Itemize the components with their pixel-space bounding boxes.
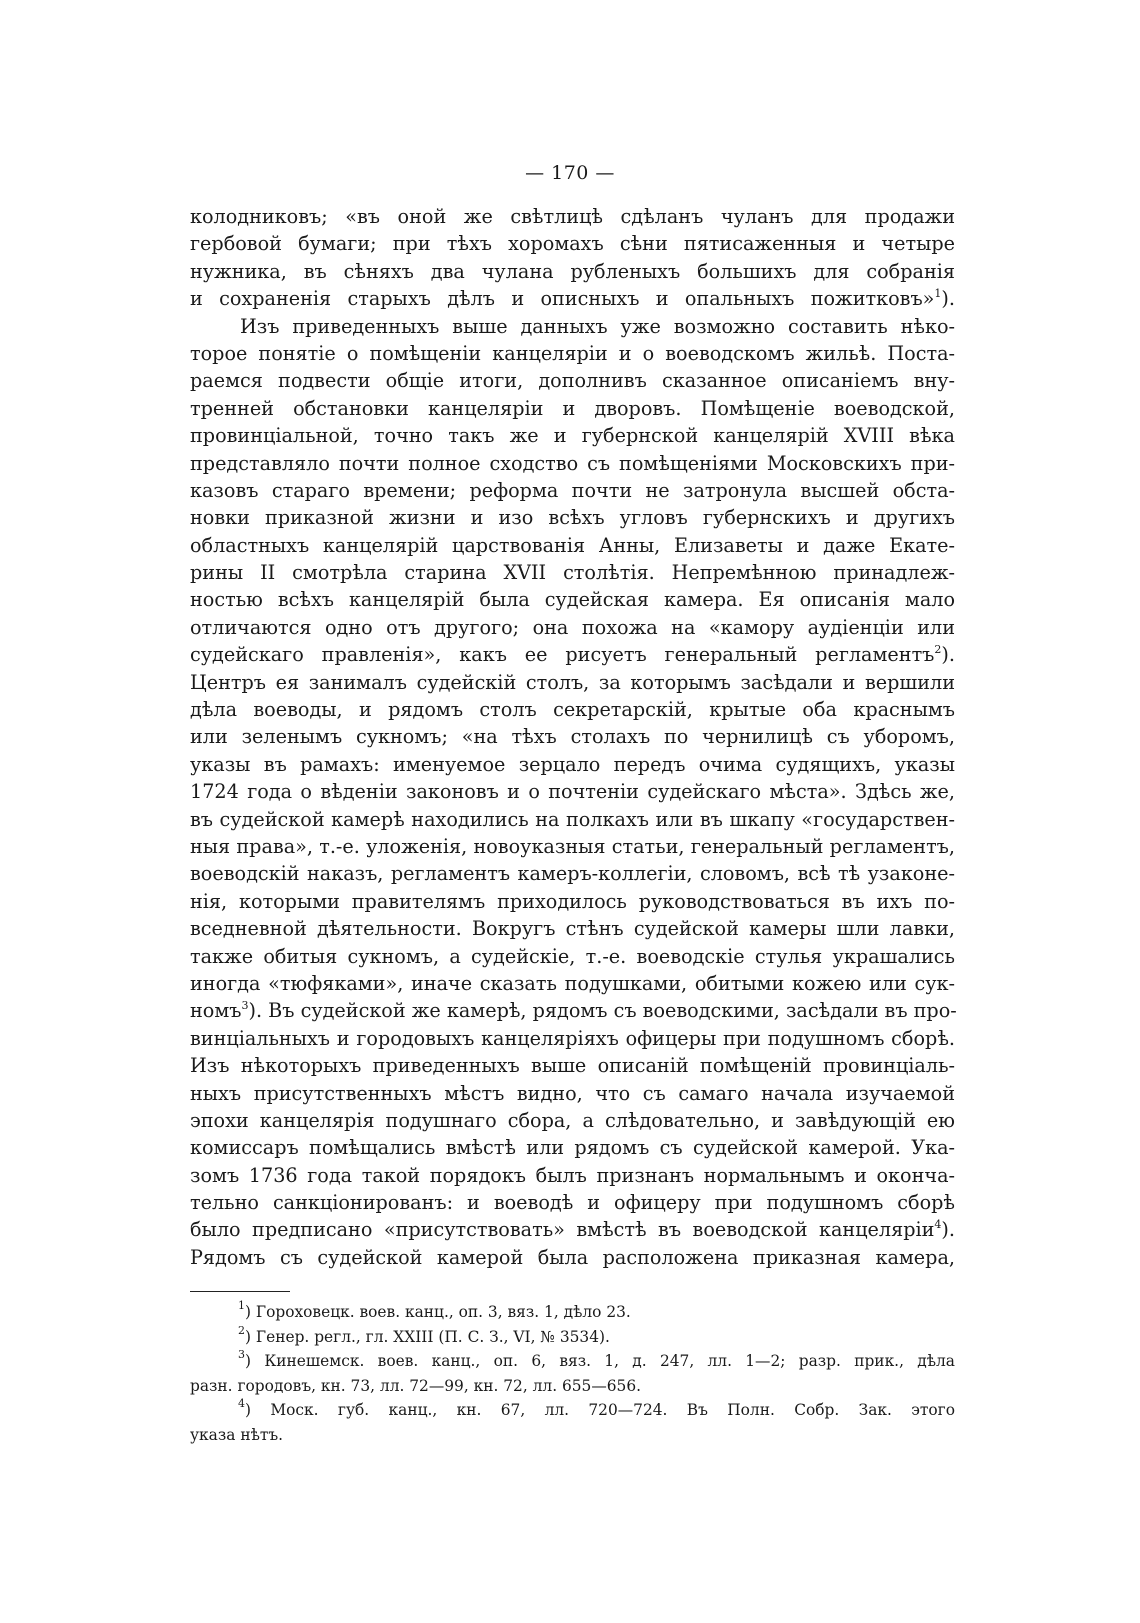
text-line-content: номъ	[190, 999, 242, 1023]
footnote-ref: 4	[934, 1218, 942, 1232]
text-line-content: казовъ стараго времени; реформа почти не затронула высшей обста-	[190, 478, 955, 502]
text-line	[190, 1080, 955, 1107]
text-line-content: тельно санкціонированъ: и воеводѣ и офицеру при подушномъ сборѣ	[190, 1191, 955, 1215]
text-line-content: тренней обстановки канцеляріи и дворовъ. Помѣщеніе воеводской,	[190, 396, 955, 420]
text-line	[190, 778, 955, 805]
footnote-text: разн. городовъ, кн. 73, лл. 72—99, кн. 72, лл. 655—656.	[190, 1376, 642, 1395]
footnote-line	[190, 1300, 955, 1325]
text-line	[190, 504, 955, 531]
text-line	[190, 450, 955, 477]
footnote-text: Моск. губ. канц., кн. 67, лл. 720—724. Въ Полн. Собр. Зак. этого	[270, 1401, 956, 1419]
text-line	[190, 888, 955, 915]
text-line-content: рины II смотрѣла старина XVII столѣтія. Непремѣнною принадлеж-	[190, 561, 955, 585]
text-line-content: торое понятіе о помѣщеніи канцеляріи и о воеводскомъ жильѣ. Поста-	[190, 341, 955, 365]
footnote-paren: )	[245, 1352, 265, 1370]
text-line	[190, 395, 955, 422]
text-line-tail: ).	[941, 287, 955, 311]
text-line-tail: ). Въ судейской же камерѣ, рядомъ съ воеводскими, засѣдали въ про-	[248, 999, 957, 1023]
footnote-ref: 2	[934, 643, 942, 657]
text-line-content: колодниковъ; «въ оной же свѣтлицѣ сдѣланъ чуланъ для продажи	[190, 205, 955, 228]
text-line	[190, 285, 955, 312]
text-line-content: винціальныхъ и городовыхъ канцеляріяхъ офицеры при подушномъ сборѣ.	[190, 1026, 955, 1050]
text-line-content: гербовой бумаги; при тѣхъ хоромахъ сѣни пятисаженныя и четыре	[190, 232, 955, 256]
text-line	[190, 669, 955, 696]
text-line-content: 1724 года о вѣденіи законовъ и о почтеніи судейскаго мѣста». Здѣсь же,	[190, 780, 955, 804]
text-line	[190, 313, 955, 340]
footnote-ref: 1	[934, 287, 942, 301]
text-line-content: областныхъ канцелярій царствованія Анны, Елизаветы и даже Екате-	[190, 533, 955, 557]
text-line	[190, 1162, 955, 1189]
footnote-separator	[190, 1291, 290, 1292]
footnote-paren: )	[245, 1303, 256, 1321]
footnote-marker: 3	[238, 1348, 245, 1361]
text-line	[190, 1052, 955, 1079]
footnote-text: указа нѣтъ.	[190, 1425, 284, 1444]
footnote-marker: 4	[238, 1397, 245, 1410]
text-line	[190, 1107, 955, 1134]
page-number: — 170 —	[525, 162, 615, 184]
text-line	[190, 559, 955, 586]
text-line-content: новки приказной жизни и изо всѣхъ угловъ губернскихъ и другихъ	[190, 506, 955, 530]
footnote-line	[190, 1423, 955, 1448]
text-line	[190, 806, 955, 833]
text-line-content: Изъ приведенныхъ выше данныхъ уже возможно составить нѣко-	[240, 314, 955, 338]
text-line	[190, 532, 955, 559]
text-line-content: ныя права», т.-е. уложенія, новоуказныя статьи, генеральный регламентъ,	[190, 834, 955, 858]
footnote-line	[190, 1374, 955, 1399]
footnote-line	[190, 1398, 955, 1423]
text-line-content: провинціальной, точно такъ же и губернской канцелярій XVIII вѣка	[190, 424, 955, 448]
text-line-content: Изъ нѣкоторыхъ приведенныхъ выше описаній помѣщеній провинціаль-	[190, 1054, 955, 1078]
text-line-content: вседневной дѣятельности. Вокругъ стѣнъ судейской камеры шли лавки,	[190, 917, 955, 941]
text-line-tail: ).	[941, 1218, 955, 1242]
text-line	[190, 1189, 955, 1216]
footnote-marker: 1	[238, 1299, 245, 1312]
text-line-content: и сохраненія старыхъ дѣлъ и описныхъ и опальныхъ пожитковъ»	[190, 287, 935, 311]
text-line-content: иногда «тюфяками», иначе сказать подушками, обитыми кожею или сук-	[190, 971, 955, 995]
text-line	[190, 997, 955, 1024]
text-line	[190, 860, 955, 887]
text-line	[190, 641, 955, 668]
text-line	[190, 258, 955, 285]
footnotes	[190, 1300, 955, 1447]
text-line	[190, 614, 955, 641]
footnote-text: Генер. регл., гл. XXIII (П. С. З., VI, № 3534).	[255, 1327, 610, 1346]
text-line-content: эпохи канцелярія подушнаго сбора, а слѣдовательно, и завѣдующій ею	[190, 1108, 955, 1132]
text-line	[190, 723, 955, 750]
footnote-paren: )	[245, 1401, 271, 1419]
text-line-content: ностью всѣхъ канцелярій была судейская камера. Ея описанія мало	[190, 588, 955, 612]
text-line-content: воеводскій наказъ, регламентъ камеръ-коллегіи, словомъ, всѣ тѣ узаконе-	[190, 862, 955, 886]
footnote-text: Кинешемск. воев. канц., оп. 6, вяз. 1, д. 247, лл. 1—2; разр. прик., дѣла	[264, 1352, 955, 1370]
text-line	[190, 915, 955, 942]
text-line-content: отличаются одно отъ другого; она похожа на «камору аудіенціи или	[190, 615, 955, 639]
text-line-content: въ судейской камерѣ находились на полкахъ или въ шкапу «государствен-	[190, 807, 955, 831]
text-line-content: указы въ рамахъ: именуемое зерцало передъ очима судящихъ, указы	[190, 752, 955, 776]
text-line	[190, 943, 955, 970]
text-line	[190, 1025, 955, 1052]
footnote-line	[190, 1349, 955, 1374]
text-line	[190, 970, 955, 997]
text-line-content: комиссаръ помѣщались вмѣстѣ или рядомъ съ судейской камерой. Ука-	[190, 1136, 955, 1160]
text-line-content: судейскаго правленія», какъ ее рисуетъ генеральный регламентъ	[190, 643, 935, 667]
text-line-content: также обитыя сукномъ, а судейскіе, т.-е. воеводскіе стулья украшались	[190, 944, 955, 968]
main-text	[190, 203, 955, 1271]
text-line	[190, 340, 955, 367]
footnote-marker: 2	[238, 1323, 245, 1337]
text-line-tail: ).	[941, 643, 955, 667]
text-line-content: было предписано «присутствовать» вмѣстѣ въ воеводской канцеляріи	[190, 1218, 935, 1242]
text-line	[190, 1134, 955, 1161]
text-line-content: нужника, въ сѣняхъ два чулана рубленыхъ большихъ для собранія	[190, 259, 955, 283]
text-line-content: Рядомъ съ судейской камерой была расположена приказная камера,	[190, 1245, 955, 1269]
text-line-content: дѣла воеводы, и рядомъ столъ секретарскій, крытые оба краснымъ	[190, 698, 955, 722]
text-line	[190, 1216, 955, 1243]
text-line	[190, 586, 955, 613]
text-line	[190, 1244, 955, 1271]
footnote-text: Гороховецк. воев. канц., оп. 3, вяз. 1, дѣло 23.	[255, 1303, 631, 1321]
text-line	[190, 422, 955, 449]
text-line	[190, 751, 955, 778]
text-line	[190, 367, 955, 394]
text-line	[190, 203, 955, 230]
text-line-content: раемся подвести общіе итоги, дополнивъ сказанное описаніемъ вну-	[190, 369, 955, 393]
text-line-content: ныхъ присутственныхъ мѣстъ видно, что съ самаго начала изучаемой	[190, 1081, 955, 1105]
footnote-ref: 3	[241, 999, 249, 1013]
text-line-content: Центръ ея занималъ судейскій столъ, за которымъ засѣдали и вершили	[190, 670, 955, 694]
text-line	[190, 230, 955, 257]
text-line-content: представляло почти полное сходство съ помѣщеніями Московскихъ при-	[190, 451, 955, 475]
text-line-content: или зеленымъ сукномъ; «на тѣхъ столахъ по чернилицѣ съ уборомъ,	[190, 725, 955, 749]
text-line-content: нія, которыми правителямъ приходилось руководствоваться въ ихъ по-	[190, 889, 955, 913]
footnote-line	[190, 1325, 955, 1350]
text-line	[190, 696, 955, 723]
footnote-paren: )	[245, 1327, 256, 1346]
text-line-content: зомъ 1736 года такой порядокъ былъ признанъ нормальнымъ и оконча-	[190, 1163, 955, 1187]
text-line	[190, 477, 955, 504]
text-line	[190, 833, 955, 860]
